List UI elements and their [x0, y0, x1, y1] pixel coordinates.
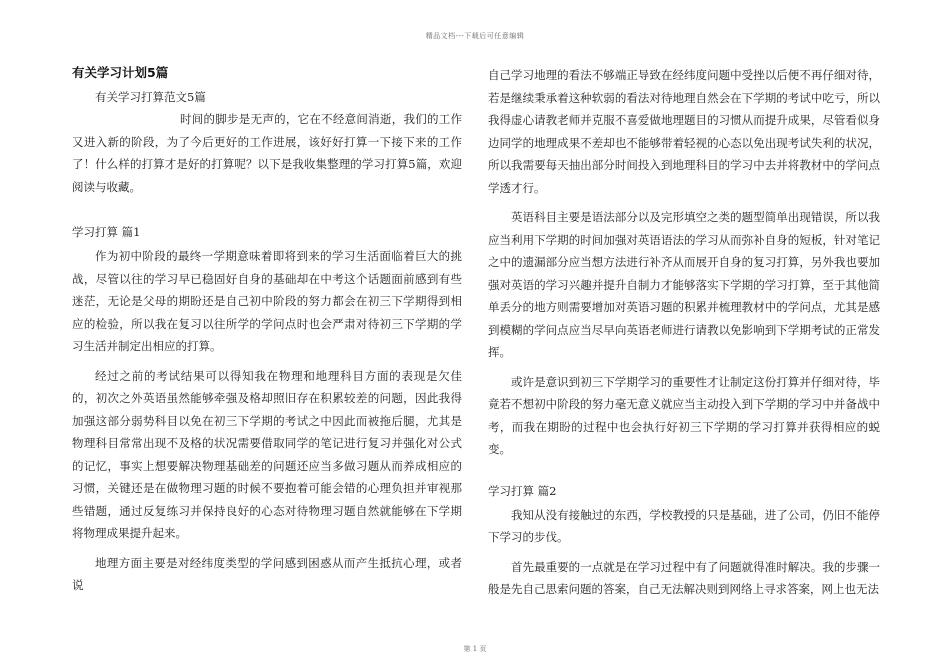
- page-number: 第 1 页: [463, 645, 487, 653]
- section1-paragraph-3-start: 地理方面主要是对经纬度类型的学问感到困惑从而产生抵抗心理，或者说: [72, 555, 462, 592]
- section1-paragraph-3-continued: 自己学习地理的看法不够端正导致在经纬度问题中受挫以后便不再仔细对待，若是继续秉承着这种软弱的看法对待地理自然会在下学期的考试中吃亏，所以我得虚心请教老师并克服不喜爱做地理题目的习惯从而提升成果，尽管看似身边同学的地理成果不差却也不能够带着轻视的心态以免出现考试失利的状况，所以我需要每天抽出部分时间投入到地理科目的学习中去并将教材中的学问点学透才行。: [488, 68, 880, 195]
- left-column: [72, 64, 462, 604]
- section2-paragraph-2: 首先最重要的一点就是在学习过程中有了问题就得准时解决。我的步骤一般是先自己思索问题的答案，自己无法解决则到网络上寻求答案，网上也无法: [488, 559, 880, 596]
- right-column: [488, 64, 880, 608]
- section-heading-1: 学习打算 篇1: [72, 225, 141, 239]
- section1-paragraph-4: 英语科目主要是语法部分以及完形填空之类的题型简单出现错误，所以我应当利用下学期的时间加强对英语语法的学习从而弥补自身的短板，针对笔记之中的遗漏部分应当想方法进行补齐从而展开自身的复习打算，另外我也要加强对英语的学习兴趣并提升自制力才能够落实下学期的学习打算，至于其他简单丢分的地方则需要增加对英语习题的积累并梳理教材中的学问点，尤其是感到模糊的学问点应当尽早向英语老师进行请教以免影响到下学期考试的正常发挥。: [488, 210, 880, 359]
- spacer: [72, 205, 462, 221]
- section2-paragraph-1: 我知从没有接触过的东西，学校教授的只是基础，进了公司，仍旧不能停下学习的步伐。: [488, 507, 880, 544]
- document-title: 有关学习计划5篇: [72, 65, 169, 80]
- spacer: [488, 468, 880, 480]
- document-subtitle: 有关学习打算范文5篇: [95, 90, 206, 104]
- page-header: 精品文档---下载后可任意编辑: [425, 32, 525, 40]
- intro-paragraph: 时间的脚步是无声的，它在不经意间消逝，我们的工作又进入新的阶段，为了今后更好的工作进展，该好好打算一下接下来的工作了！什么样的打算才是好的打算呢？以下是我收集整理的学习打算5篇，欢迎阅读与收藏。: [72, 112, 462, 194]
- section1-paragraph-5: 或许是意识到初三下学期学习的重要性才让制定这份打算并仔细对待，毕竟若不想初中阶段的努力毫无意义就应当主动投入到下学期的学习中并备战中考，而我在期盼的过程中也会执行好初三下学期的学习打算并获得相应的蜕变。: [488, 374, 880, 456]
- section1-paragraph-2: 经过之前的考试结果可以得知我在物理和地理科目方面的表现是欠佳的，初次之外英语虽然能够牵强及格却照旧存在积累较差的问题，因此我得加强这部分弱势科目以免在初三下学期的考试之中因此而被拖后腿，尤其是物理科目常常出现不及格的状况需要借取同学的笔记进行复习并强化对公式的记忆，事实上想要解决物理基础差的问题还应当多做习题从而养成相应的习惯，关键还是在做物理习题的时候不要抱着可能会错的心理负担并审视那些错题，通过反复练习并保持良好的心态对待物理习题自然就能够在下学期将物理成果提升起来。: [72, 368, 462, 540]
- section1-paragraph-1: 作为初中阶段的最终一学期意味着即将到来的学习生活面临着巨大的挑战，尽管以往的学习早已稳固好自身的基础却在中考这个话题面前感到有些迷茫，无论是父母的期盼还是自己初中阶段的努力都会在初三下学期得到相应的检验，所以我在复习以往所学的学问点时也会严肃对待初三下学期的学习生活并制定出相应的打算。: [72, 249, 462, 353]
- section-heading-2: 学习打算 篇2: [488, 483, 557, 498]
